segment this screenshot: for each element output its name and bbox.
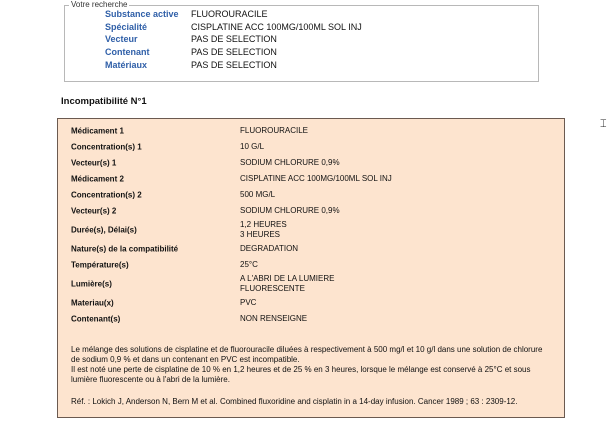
search-label: Vecteur (105, 34, 138, 45)
search-label: Spécialité (105, 21, 148, 32)
detail-row (71, 123, 551, 139)
detail-label: Médicament 1 (71, 126, 124, 136)
detail-value-line: FLUORESCENTE (240, 284, 305, 293)
detail-label: Vecteur(s) 2 (71, 206, 117, 216)
search-row-contenant (105, 47, 362, 60)
search-criteria-table (105, 9, 362, 72)
description-paragraph: Il est noté une perte de cisplatine de 10 % en 1,2 heures et de 25 % en 3 heures, lorsque le mélange est conservé à 25°C et sous lumière fluorescente ou à l'abri de la lumière. (71, 365, 531, 384)
detail-value (240, 260, 258, 270)
detail-value-line: 3 HEURES (240, 230, 281, 239)
detail-value-line: NON RENSEIGNE (240, 314, 308, 323)
detail-value-line: FLUOROURACILE (240, 126, 309, 135)
detail-label: Lumière(s) (71, 279, 112, 289)
detail-label: Concentration(s) 2 (71, 190, 142, 200)
detail-row (71, 171, 551, 187)
detail-value (240, 244, 298, 254)
incompatibility-details (71, 123, 551, 327)
detail-row (71, 295, 551, 311)
detail-value (240, 206, 340, 216)
detail-label: Vecteur(s) 1 (71, 158, 117, 168)
detail-value-line: 500 MG/L (240, 190, 276, 199)
detail-value-line: SODIUM CHLORURE 0,9% (240, 158, 340, 167)
search-label: Contenant (105, 47, 150, 58)
detail-value-line: 1,2 HEURES (240, 220, 287, 229)
search-label: Substance active (105, 9, 179, 19)
search-value: CISPLATINE ACC 100MG/100ML SOL INJ (191, 21, 362, 32)
detail-value-line: CISPLATINE ACC 100MG/100ML SOL INJ (240, 174, 392, 183)
detail-label: Nature(s) de la compatibilité (71, 244, 179, 254)
search-row-vecteur (105, 34, 362, 47)
detail-value-line: DEGRADATION (240, 244, 299, 253)
detail-value (240, 126, 308, 136)
detail-value-line: 10 G/L (240, 142, 265, 151)
detail-value (240, 314, 307, 324)
search-value: PAS DE SELECTION (191, 59, 277, 70)
detail-row (71, 203, 551, 219)
detail-value (240, 298, 256, 308)
detail-row (71, 273, 551, 295)
detail-value-line: PVC (240, 298, 257, 307)
description-paragraph: Le mélange des solutions de cisplatine et de fluorouracile diluées à respectivement à 500 mg/l et 10 g/l dans une solution de chlorure de sodium 0,9 % et dans un contenant en PVC est incompatible. (71, 345, 543, 364)
text-cursor-icon: ⌶ (600, 117, 607, 130)
detail-value-line: SODIUM CHLORURE 0,9% (240, 206, 340, 215)
detail-row (71, 241, 551, 257)
search-row-specialite (105, 22, 362, 35)
detail-label: Température(s) (71, 260, 129, 270)
search-row-materiaux (105, 60, 362, 73)
detail-value-line: 25°C (240, 260, 258, 269)
detail-value-line: A L'ABRI DE LA LUMIERE (240, 274, 335, 283)
incompatibility-panel (57, 118, 565, 418)
search-label: Matériaux (105, 59, 148, 70)
search-criteria-legend: Votre recherche (71, 0, 128, 9)
detail-value (240, 174, 392, 184)
detail-label: Durée(s), Délai(s) (71, 225, 137, 235)
detail-row (71, 219, 551, 241)
search-value: FLUOROURACILE (191, 9, 268, 19)
detail-value (240, 274, 334, 294)
detail-row (71, 139, 551, 155)
detail-label: Médicament 2 (71, 174, 124, 184)
detail-value (240, 220, 287, 240)
bibliographic-reference: Réf. : Lokich J, Anderson N, Bern M et al. Combined fluxoridine and cisplatin in a 14-day infusion. Cancer 1989 ; 63 : 2309-12. (71, 397, 518, 406)
detail-value (240, 142, 264, 152)
detail-row (71, 257, 551, 273)
detail-label: Concentration(s) 1 (71, 142, 142, 152)
detail-value (240, 190, 275, 200)
detail-label: Materiau(x) (71, 298, 114, 308)
search-value: PAS DE SELECTION (191, 34, 277, 45)
detail-label: Contenant(s) (71, 314, 121, 324)
search-value: PAS DE SELECTION (191, 47, 277, 58)
incompatibility-description (71, 345, 553, 385)
incompatibility-heading: Incompatibilité N°1 (61, 96, 147, 107)
detail-row (71, 155, 551, 171)
search-row-substance (105, 9, 362, 22)
detail-row (71, 187, 551, 203)
detail-value (240, 158, 340, 168)
detail-row (71, 311, 551, 327)
